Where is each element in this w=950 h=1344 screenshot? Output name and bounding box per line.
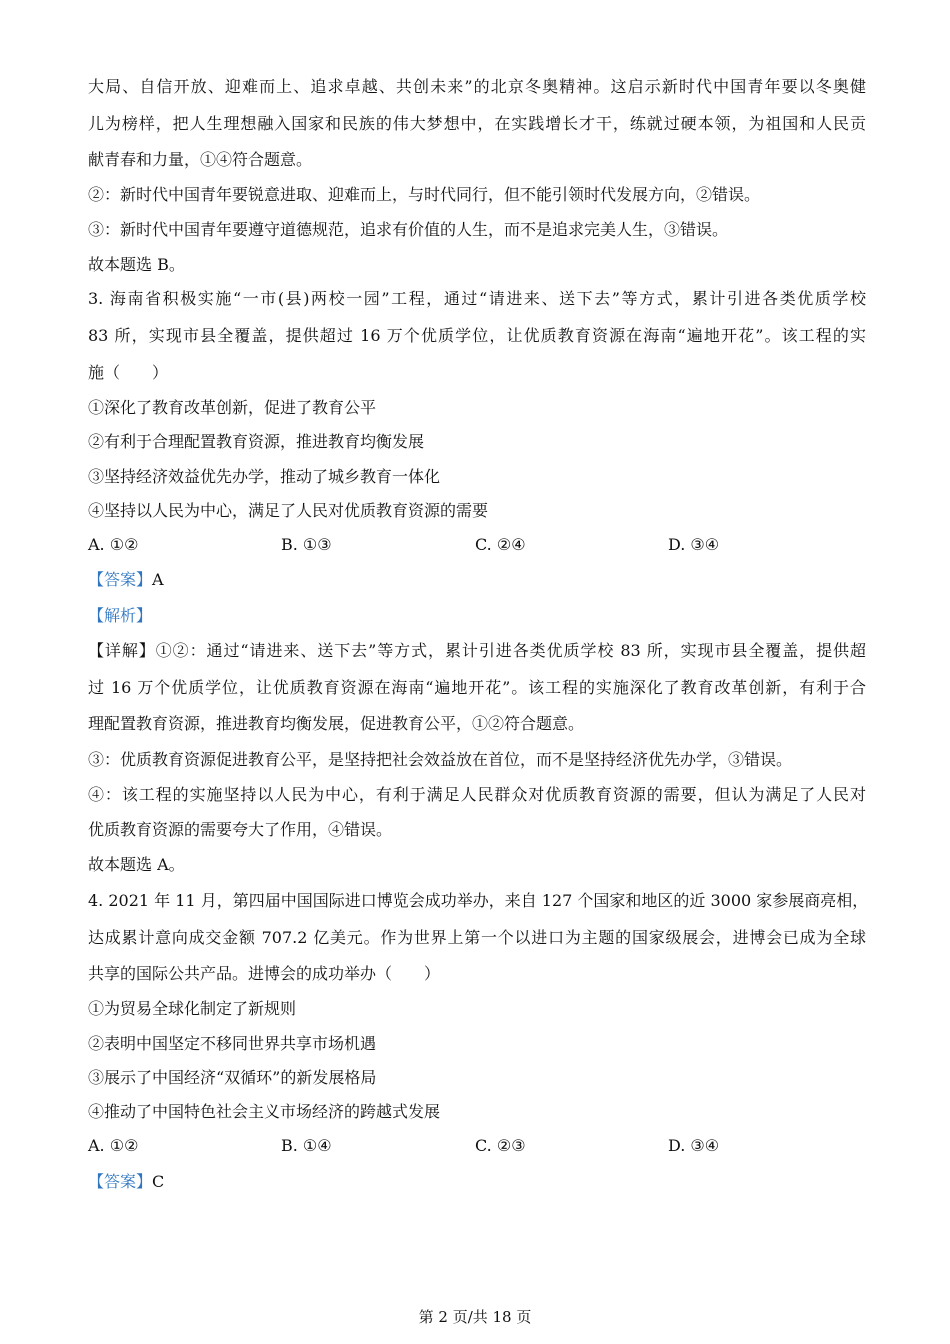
question-4-item: ①为贸易全球化制定了新规则 — [88, 999, 297, 1018]
text-line: 大局、自信开放、迎难而上、追求卓越、共创未来”的北京冬奥精神。这启示新时代中国青年要以冬奥健 — [88, 77, 866, 96]
question-4-stem: 4. 2021 年 11 月，第四届中国国际进口博览会成功举办，来自 127 个国家和地区的近 3000 家参展商亮相， — [88, 891, 869, 910]
detail-line — [88, 641, 866, 661]
question-3-item: ①深化了教育改革创新，促进了教育公平 — [88, 398, 377, 417]
question-4-stem: 共享的国际公共产品。进博会的成功举办（ ） — [88, 964, 441, 983]
text-line: ②：新时代中国青年要锐意进取、迎难而上，与时代同行，但不能引领时代发展方向，②错误。 — [88, 185, 761, 204]
question-4-answer — [88, 1172, 866, 1192]
question-3-option-b: B. ①③ — [281, 535, 332, 554]
question-3-option-a: A. ①② — [88, 535, 139, 554]
question-3-stem: 83 所，实现市县全覆盖，提供超过 16 万个优质学位，让优质教育资源在海南“遍地开花”。该工程的实 — [88, 326, 866, 345]
text-line: 献青春和力量，①④符合题意。 — [88, 150, 313, 169]
question-3-item: ④坚持以人民为中心，满足了人民对优质教育资源的需要 — [88, 501, 489, 520]
detail-line: 理配置教育资源，推进教育均衡发展，促进教育公平，①②符合题意。 — [88, 714, 585, 733]
conclusion-line: 故本题选 A。 — [88, 855, 185, 874]
question-4-option-a: A. ①② — [88, 1136, 139, 1155]
question-4-item: ④推动了中国特色社会主义市场经济的跨越式发展 — [88, 1102, 441, 1121]
question-3-stem: 施（ ） — [88, 363, 169, 382]
question-3-option-d: D. ③④ — [668, 535, 720, 554]
answer-tag: 【答案】 — [88, 570, 153, 589]
detail-line: 优质教育资源的需要夸大了作用，④错误。 — [88, 820, 393, 839]
question-4-option-c: C. ②③ — [475, 1136, 526, 1155]
question-3-answer — [88, 570, 866, 590]
answer-tag: 【答案】 — [88, 1172, 153, 1191]
question-4-item: ②表明中国坚定不移同世界共享市场机遇 — [88, 1034, 377, 1053]
question-4-stem: 达成累计意向成交金额 707.2 亿美元。作为世界上第一个以进口为主题的国家级展会，进博会已成为全球 — [88, 928, 866, 947]
detail-text: ①②：通过“请进来、送下去”等方式，累计引进各类优质学校 83 所，实现市县全覆盖，提供超 — [155, 641, 866, 660]
conclusion-line: 故本题选 B。 — [88, 255, 185, 274]
question-3-stem: 3. 海南省积极实施“一市(县)两校一园”工程，通过“请进来、送下去”等方式，累计引进各类优质学校 — [88, 289, 866, 308]
detail-line: ③：优质教育资源促进教育公平，是坚持把社会效益放在首位，而不是坚持经济优先办学，③错误。 — [88, 750, 793, 769]
question-3-option-c: C. ②④ — [475, 535, 526, 554]
answer-value: C — [152, 1172, 165, 1191]
detail-line: 过 16 万个优质学位，让优质教育资源在海南“遍地开花”。该工程的实施深化了教育改革创新，有利于合 — [88, 678, 866, 697]
question-3-item: ②有利于合理配置教育资源，推进教育均衡发展 — [88, 432, 425, 451]
answer-value: A — [152, 570, 164, 589]
detail-tag: 【详解】 — [88, 641, 156, 660]
question-4-option-b: B. ①④ — [281, 1136, 332, 1155]
question-3-item: ③坚持经济效益优先办学，推动了城乡教育一体化 — [88, 467, 441, 486]
analysis-tag: 【解析】 — [88, 606, 153, 625]
text-line: ③：新时代中国青年要遵守道德规范，追求有价值的人生，而不是追求完美人生，③错误。 — [88, 220, 729, 239]
question-4-option-d: D. ③④ — [668, 1136, 720, 1155]
detail-line: ④：该工程的实施坚持以人民为中心，有利于满足人民群众对优质教育资源的需要，但认为满足了人民对 — [88, 785, 866, 804]
question-4-item: ③展示了中国经济“双循环”的新发展格局 — [88, 1068, 377, 1087]
text-line: 儿为榜样，把人生理想融入国家和民族的伟大梦想中，在实践增长才干，练就过硬本领，为祖国和人民贡 — [88, 114, 866, 133]
page-footer: 第 2 页/共 18 页 — [418, 1308, 532, 1326]
